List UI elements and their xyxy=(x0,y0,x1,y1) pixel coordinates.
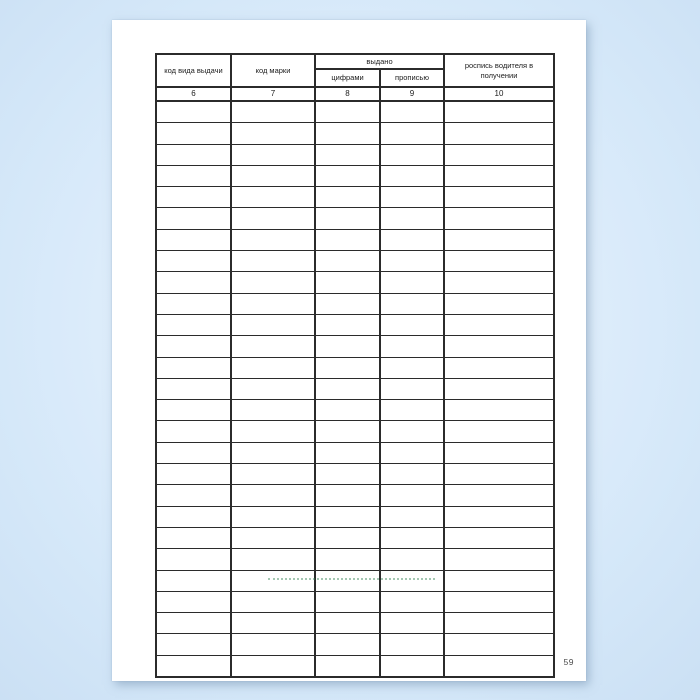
table-cell xyxy=(380,442,444,463)
table-cell xyxy=(380,165,444,186)
table-cell xyxy=(231,293,315,314)
column-number-8: 8 xyxy=(315,87,380,101)
table-cell xyxy=(315,591,380,612)
table-cell xyxy=(231,123,315,144)
table-cell xyxy=(231,144,315,165)
table-cell xyxy=(231,421,315,442)
table-cell xyxy=(231,549,315,570)
table-cell xyxy=(156,187,231,208)
table-cell xyxy=(315,442,380,463)
table-row xyxy=(156,187,554,208)
table-cell xyxy=(156,229,231,250)
table-row xyxy=(156,485,554,506)
table-cell xyxy=(315,485,380,506)
column-number-7: 7 xyxy=(231,87,315,101)
table-cell xyxy=(444,400,554,421)
table-cell xyxy=(156,400,231,421)
table-cell xyxy=(231,251,315,272)
table-cell xyxy=(315,229,380,250)
table-cell xyxy=(315,655,380,677)
table-row xyxy=(156,464,554,485)
column-header-issued-group: выдано xyxy=(315,54,444,69)
table-row xyxy=(156,251,554,272)
table-cell xyxy=(444,655,554,677)
table-cell xyxy=(156,272,231,293)
table-cell xyxy=(156,570,231,591)
table-cell xyxy=(380,357,444,378)
table-cell xyxy=(315,549,380,570)
column-header-brand-code: код марки xyxy=(231,54,315,87)
table-cell xyxy=(231,527,315,548)
table-row xyxy=(156,144,554,165)
issue-register-table xyxy=(155,53,555,678)
column-number-9: 9 xyxy=(380,87,444,101)
table-cell xyxy=(315,314,380,335)
table-cell xyxy=(156,208,231,229)
table-cell xyxy=(231,165,315,186)
table-cell xyxy=(444,293,554,314)
table-cell xyxy=(156,165,231,186)
table-cell xyxy=(231,634,315,655)
table-cell xyxy=(231,229,315,250)
table-cell xyxy=(156,144,231,165)
table-cell xyxy=(315,570,380,591)
table-cell xyxy=(315,336,380,357)
table-row xyxy=(156,208,554,229)
table-cell xyxy=(380,527,444,548)
table-cell xyxy=(380,314,444,335)
table-cell xyxy=(315,272,380,293)
table-cell xyxy=(315,506,380,527)
table-cell xyxy=(380,549,444,570)
table-cell xyxy=(315,165,380,186)
table-cell xyxy=(156,378,231,399)
table-cell xyxy=(444,613,554,634)
table-cell xyxy=(380,293,444,314)
table-column-numbers-row xyxy=(156,87,554,101)
table-cell xyxy=(380,251,444,272)
table-cell xyxy=(444,187,554,208)
table-cell xyxy=(444,591,554,612)
table-cell xyxy=(315,208,380,229)
table-row xyxy=(156,400,554,421)
table-cell xyxy=(380,421,444,442)
table-cell xyxy=(444,421,554,442)
table-cell xyxy=(315,251,380,272)
table-row xyxy=(156,655,554,677)
table-cell xyxy=(315,464,380,485)
table-row xyxy=(156,591,554,612)
table-cell xyxy=(380,570,444,591)
table-cell xyxy=(380,229,444,250)
table-cell xyxy=(444,527,554,548)
table-cell xyxy=(444,229,554,250)
table-cell xyxy=(380,485,444,506)
table-row xyxy=(156,293,554,314)
table-cell xyxy=(380,272,444,293)
table-cell xyxy=(231,378,315,399)
table-cell xyxy=(444,485,554,506)
table-cell xyxy=(156,634,231,655)
table-cell xyxy=(380,634,444,655)
table-cell xyxy=(231,655,315,677)
page-number: 59 xyxy=(563,657,574,667)
table-cell xyxy=(231,357,315,378)
table-cell xyxy=(315,421,380,442)
table-cell xyxy=(156,591,231,612)
table-cell xyxy=(444,165,554,186)
table-row xyxy=(156,527,554,548)
table-cell xyxy=(156,527,231,548)
table-cell xyxy=(231,613,315,634)
table-cell xyxy=(315,634,380,655)
table-row xyxy=(156,549,554,570)
table-row xyxy=(156,506,554,527)
table-cell xyxy=(380,506,444,527)
table-header-row-top xyxy=(156,54,554,69)
column-header-in-figures: цифрами xyxy=(315,69,380,87)
table-cell xyxy=(156,123,231,144)
table-cell xyxy=(156,485,231,506)
table-cell xyxy=(380,591,444,612)
table-cell xyxy=(380,464,444,485)
table-cell xyxy=(380,613,444,634)
table-cell xyxy=(231,570,315,591)
table-row xyxy=(156,314,554,335)
table-cell xyxy=(315,101,380,123)
table-cell xyxy=(231,464,315,485)
table-cell xyxy=(156,357,231,378)
table-cell xyxy=(380,208,444,229)
table-cell xyxy=(315,613,380,634)
table-cell xyxy=(231,187,315,208)
table-row xyxy=(156,165,554,186)
table-cell xyxy=(444,378,554,399)
table-row xyxy=(156,570,554,591)
table-cell xyxy=(231,208,315,229)
table-cell xyxy=(156,613,231,634)
table-cell xyxy=(444,549,554,570)
column-header-in-words: прописью xyxy=(380,69,444,87)
table-cell xyxy=(380,144,444,165)
column-header-driver-signature: роспись водителя в получении xyxy=(444,54,554,87)
table-cell xyxy=(315,293,380,314)
table-cell xyxy=(444,464,554,485)
table-cell xyxy=(380,187,444,208)
table-row xyxy=(156,357,554,378)
table-cell xyxy=(380,378,444,399)
table-cell xyxy=(380,400,444,421)
table-cell xyxy=(231,400,315,421)
table-cell xyxy=(444,314,554,335)
table-cell xyxy=(380,123,444,144)
table-cell xyxy=(315,357,380,378)
table-cell xyxy=(231,101,315,123)
table-cell xyxy=(315,144,380,165)
table-cell xyxy=(156,464,231,485)
table-row xyxy=(156,101,554,123)
table-cell xyxy=(315,123,380,144)
table-cell xyxy=(156,101,231,123)
table-row xyxy=(156,634,554,655)
column-header-issue-type-code: код вида выдачи xyxy=(156,54,231,87)
table-row xyxy=(156,272,554,293)
table-row xyxy=(156,229,554,250)
table-cell xyxy=(231,442,315,463)
table-cell xyxy=(156,655,231,677)
table-cell xyxy=(156,314,231,335)
table-cell xyxy=(444,336,554,357)
table-cell xyxy=(156,293,231,314)
table-cell xyxy=(380,655,444,677)
table-cell xyxy=(444,123,554,144)
column-number-6: 6 xyxy=(156,87,231,101)
table-cell xyxy=(444,357,554,378)
table-cell xyxy=(231,314,315,335)
table-cell xyxy=(315,187,380,208)
table-cell xyxy=(444,144,554,165)
table-cell xyxy=(231,591,315,612)
table-cell xyxy=(444,506,554,527)
table-cell xyxy=(231,506,315,527)
column-number-10: 10 xyxy=(444,87,554,101)
table-cell xyxy=(156,506,231,527)
table-body xyxy=(156,101,554,677)
table-cell xyxy=(231,336,315,357)
table-cell xyxy=(380,101,444,123)
table-cell xyxy=(156,549,231,570)
table-row xyxy=(156,123,554,144)
document-page xyxy=(112,20,586,681)
table-cell xyxy=(156,336,231,357)
table-cell xyxy=(444,208,554,229)
table-row xyxy=(156,613,554,634)
table-row xyxy=(156,442,554,463)
table-cell xyxy=(315,527,380,548)
table-cell xyxy=(156,442,231,463)
table-row xyxy=(156,336,554,357)
table-cell xyxy=(315,378,380,399)
table-cell xyxy=(315,400,380,421)
table-cell xyxy=(444,634,554,655)
table-cell xyxy=(231,272,315,293)
table-cell xyxy=(444,570,554,591)
table-header xyxy=(156,54,554,101)
table-cell xyxy=(444,251,554,272)
table-cell xyxy=(156,251,231,272)
table-row xyxy=(156,421,554,442)
table-cell xyxy=(444,101,554,123)
table-row xyxy=(156,378,554,399)
table-cell xyxy=(444,272,554,293)
table-cell xyxy=(380,336,444,357)
table-cell xyxy=(444,442,554,463)
table-cell xyxy=(231,485,315,506)
table-cell xyxy=(156,421,231,442)
